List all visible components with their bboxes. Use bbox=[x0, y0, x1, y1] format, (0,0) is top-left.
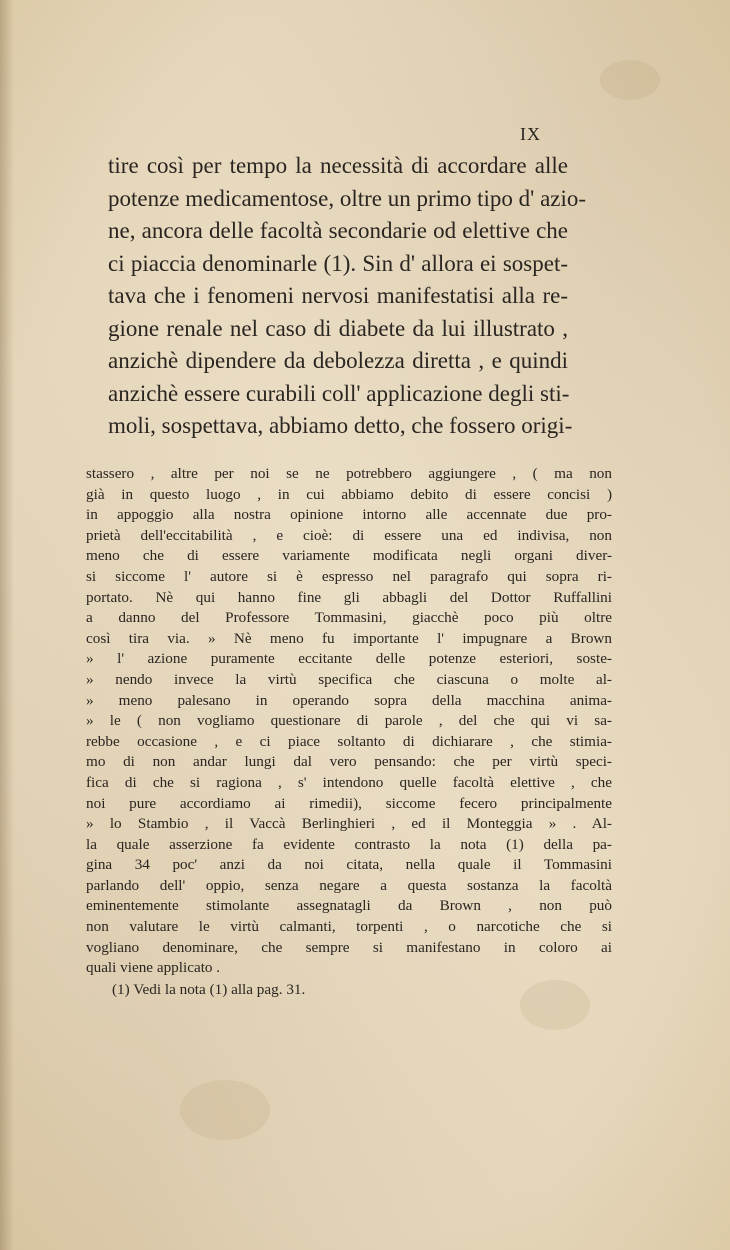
body-line: tava che i fenomeni nervosi manifestatisi alla re- bbox=[108, 283, 568, 308]
footnote-line: portato. Nè qui hanno fine gli abbagli del Dottor Ruffallini bbox=[86, 588, 612, 606]
body-line: tire così per tempo la necessità di accordare alle bbox=[108, 153, 568, 178]
footnote-line: » le ( non vogliamo questionare di parole , del che qui vi sa- bbox=[86, 712, 612, 730]
footnote-line: » nendo invece la virtù specifica che ciascuna o molte al- bbox=[86, 670, 612, 688]
footnote-line: » lo Stambio , il Vaccà Berlinghieri , ed il Monteggia » . Al- bbox=[86, 815, 612, 833]
footnote-line: prietà dell'eccitabilità , e cioè: di essere una ed indivisa, non bbox=[86, 526, 612, 544]
footnote-line: in appoggio alla nostra opinione intorno alle accennate due pro- bbox=[86, 506, 612, 524]
body-line: ne, ancora delle facoltà secondarie od elettive che bbox=[108, 218, 568, 243]
footnote-line: fica di che si ragiona , s' intendono quelle facoltà elettive , che bbox=[86, 773, 612, 791]
footnote-line: gina 34 poc' anzi da noi citata, nella quale il Tommasini bbox=[86, 856, 612, 874]
footnote-line: » l' azione puramente eccitante delle potenze esteriori, soste- bbox=[86, 650, 612, 668]
body-text bbox=[108, 150, 587, 443]
footnote-line: eminentemente stimolante assegnatagli da Brown , non può bbox=[86, 897, 612, 915]
body-line: potenze medicamentose, oltre un primo tipo d' azio- bbox=[108, 185, 587, 211]
footnote-line: così tira via. » Nè meno fu importante l' impugnare a Brown bbox=[86, 629, 612, 647]
footnote-line: mo di non andar lungi dal vero pensando: che per virtù speci- bbox=[86, 753, 612, 771]
footnote-line: già in questo luogo , in cui abbiamo debito di essere concisi ) bbox=[86, 485, 612, 503]
footnote-line: parlando dell' oppio, senza negare a questa sostanza la facoltà bbox=[86, 876, 612, 894]
footnote-line: vogliano denominare, che sempre si manifestano in coloro ai bbox=[86, 938, 612, 956]
body-line: ci piaccia denominarle (1). Sin d' allora ei sospet- bbox=[108, 250, 568, 276]
page-fold-shadow bbox=[0, 0, 14, 1250]
body-line: anzichè essere curabili coll' applicazione degli sti- bbox=[108, 380, 570, 406]
footnote-line: rebbe occasione , e ci piace soltanto di dichiarare , che stimia- bbox=[86, 732, 612, 750]
body-line: anzichè dipendere da debolezza diretta , e quindi bbox=[108, 348, 568, 373]
body-line: moli, sospettava, abbiamo detto, che fossero origi- bbox=[108, 413, 573, 438]
footnote-line: stassero , altre per noi se ne potrebbero aggiungere , ( ma non bbox=[86, 465, 612, 482]
footnote-line: si siccome l' autore si è espresso nel paragrafo qui sopra ri- bbox=[86, 567, 612, 585]
footnote-line: la quale asserzione fa evidente contrasto la nota (1) della pa- bbox=[86, 835, 612, 853]
footnote-line: » meno palesano in operando sopra della macchina anima- bbox=[86, 691, 612, 709]
page-number: IX bbox=[520, 124, 541, 144]
paper-stain bbox=[600, 60, 660, 100]
footnote-reference: (1) Vedi la nota (1) alla pag. 31. bbox=[112, 980, 306, 998]
footnote-line: a danno del Professore Tommasini, giacchè poco più oltre bbox=[86, 609, 612, 627]
footnote-line: non valutare le virtù calmanti, torpenti , o narcotiche che si bbox=[86, 918, 612, 936]
body-line: gione renale nel caso di diabete da lui illustrato , bbox=[108, 315, 568, 341]
footnote-block bbox=[86, 464, 612, 1000]
footnote-line: quali viene applicato . bbox=[86, 959, 221, 977]
footnote-line: meno che di essere variamente modificata negli organi diver- bbox=[86, 547, 612, 565]
footnote-line: noi pure accordiamo ai rimedii), siccome fecero principalmente bbox=[86, 794, 612, 812]
paper-stain bbox=[180, 1080, 270, 1140]
